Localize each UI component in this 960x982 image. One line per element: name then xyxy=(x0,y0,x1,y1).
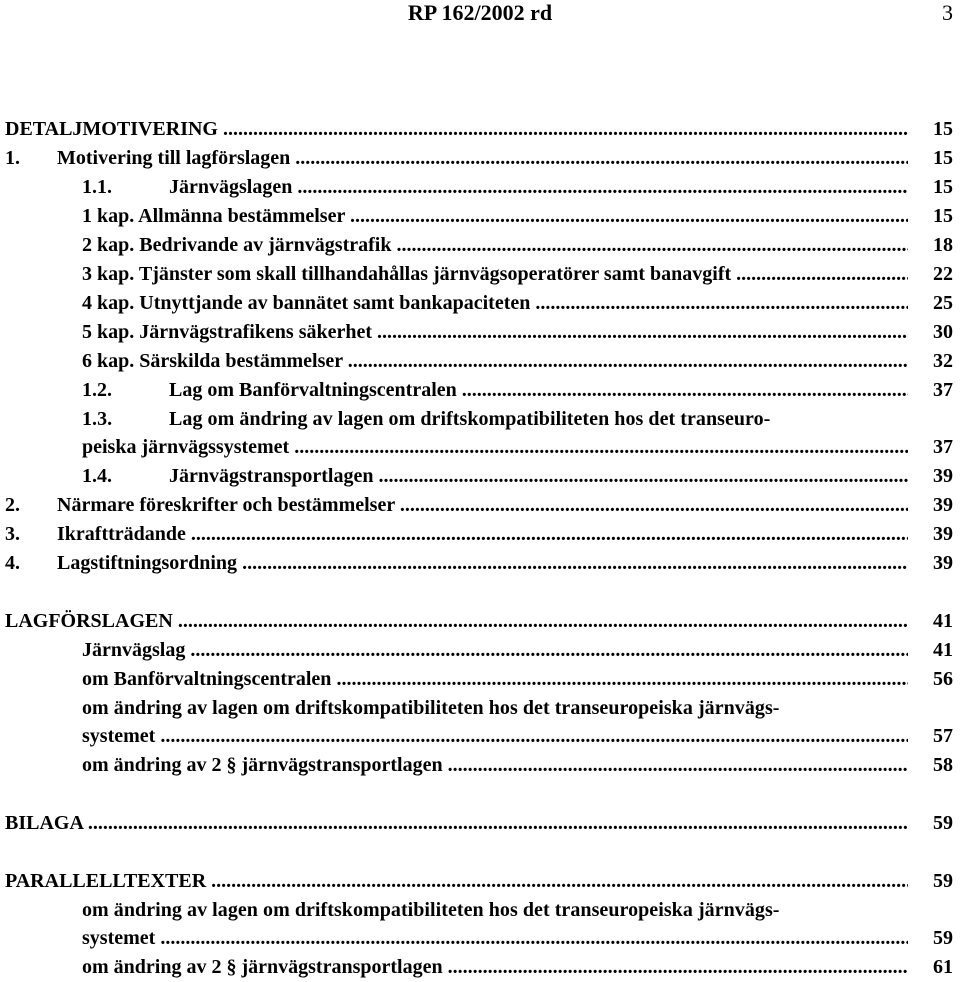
toc-entry-label xyxy=(5,491,908,520)
toc-entry-page: 37 xyxy=(933,436,953,458)
toc-entry-text: om ändring av 2 § järnvägstransportlagen xyxy=(82,956,443,978)
toc-entry-label xyxy=(82,260,908,289)
toc-entry-text: 1 kap. Allmänna bestämmelser xyxy=(82,205,345,227)
toc-entry[interactable] xyxy=(0,347,960,376)
toc-entry-text: 6 kap. Särskilda bestämmelser xyxy=(82,350,343,372)
toc-entry-page: 41 xyxy=(933,610,953,632)
toc-entry-text: Ikraftträdande xyxy=(57,523,186,545)
toc-entry-label xyxy=(5,115,908,144)
toc-entry-text: systemet xyxy=(82,927,156,949)
toc-entry-text: Järnvägstransportlagen xyxy=(169,465,374,487)
toc-entry-text: PARALLELLTEXTER xyxy=(5,870,207,892)
toc-entry-text: om ändring av lagen om driftskompatibiliteten hos det transeuropeiska järnvägs- xyxy=(82,899,780,921)
toc-entry-page: 30 xyxy=(933,321,953,343)
toc-entry-page: 32 xyxy=(933,350,953,372)
toc-entry[interactable] xyxy=(0,491,960,520)
toc-entry-page: 39 xyxy=(933,523,953,545)
toc-entry[interactable] xyxy=(0,520,960,549)
toc-entry[interactable] xyxy=(0,144,960,173)
toc-entry-label xyxy=(82,751,908,780)
toc-entry-page: 61 xyxy=(933,956,953,978)
toc-entry-number: 4. xyxy=(5,552,20,574)
toc-entry[interactable] xyxy=(0,202,960,231)
toc-entry-label xyxy=(82,202,908,231)
toc-entry-text: systemet xyxy=(82,725,156,747)
toc-entry-page: 15 xyxy=(933,176,953,198)
toc-entry-text: BILAGA xyxy=(5,812,83,834)
toc-entry-text: peiska järnvägssystemet xyxy=(82,436,290,458)
toc-entry-page: 15 xyxy=(933,147,953,169)
toc-entry-label xyxy=(5,867,908,896)
toc-entry-label xyxy=(82,694,908,723)
toc-entry-text: LAGFÖRSLAGEN xyxy=(5,610,173,632)
toc-entry-page: 15 xyxy=(933,118,953,140)
toc-entry-page: 57 xyxy=(933,725,953,747)
toc-entry-text: 2 kap. Bedrivande av järnvägstrafik xyxy=(82,234,392,256)
toc-entry-number: 1.4. xyxy=(82,465,112,487)
toc-entry[interactable] xyxy=(0,289,960,318)
toc-entry[interactable] xyxy=(0,722,960,751)
toc-entry-number: 1.1. xyxy=(82,176,112,198)
toc-entry-number: 1.2. xyxy=(82,379,112,401)
toc-entry[interactable] xyxy=(0,809,960,838)
toc-entry-text: 3 kap. Tjänster som skall tillhandahållas järnvägsoperatörer samt banavgift xyxy=(82,263,732,285)
toc-entry[interactable] xyxy=(0,462,960,491)
toc-entry-text: Järnvägslag xyxy=(82,639,186,661)
toc-entry-text: Lagstiftningsordning xyxy=(57,552,238,574)
toc-entry-label xyxy=(5,607,908,636)
toc-entry-label xyxy=(82,462,908,491)
toc-entry-label xyxy=(5,520,908,549)
toc-entry[interactable] xyxy=(0,607,960,636)
toc-entry-page: 41 xyxy=(933,639,953,661)
toc-entry-text: Lag om ändring av lagen om driftskompatibiliteten hos det transeuro- xyxy=(169,408,771,430)
toc-entry-number: 1.3. xyxy=(82,408,113,430)
toc-entry-page: 59 xyxy=(933,927,953,949)
toc-entry[interactable] xyxy=(0,318,960,347)
toc-entry[interactable] xyxy=(0,953,960,982)
table-of-contents xyxy=(0,86,960,982)
toc-entry-label xyxy=(82,433,908,462)
toc-entry-label xyxy=(82,173,908,202)
toc-entry-label xyxy=(82,289,908,318)
toc-entry-label xyxy=(5,809,908,838)
toc-entry-number: 3. xyxy=(5,523,20,545)
toc-entry-text: DETALJMOTIVERING xyxy=(5,118,218,140)
toc-entry[interactable] xyxy=(0,231,960,260)
toc-entry-label xyxy=(82,896,908,925)
toc-entry[interactable] xyxy=(0,115,960,144)
toc-entry[interactable] xyxy=(0,173,960,202)
document-title: RP 162/2002 rd xyxy=(407,0,553,25)
toc-entry-text: Lag om Banförvaltningscentralen xyxy=(169,379,457,401)
toc-entry-label xyxy=(82,405,908,434)
toc-entry[interactable] xyxy=(0,405,960,433)
toc-entry[interactable] xyxy=(0,549,960,578)
toc-entry[interactable] xyxy=(0,867,960,896)
toc-entry-text: Närmare föreskrifter och bestämmelser xyxy=(57,494,395,516)
toc-entry-number: 2. xyxy=(5,494,20,516)
toc-entry-page: 15 xyxy=(933,205,953,227)
toc-entry-number: 1. xyxy=(5,147,20,169)
toc-entry-page: 39 xyxy=(933,552,953,574)
toc-entry-page: 39 xyxy=(933,494,953,516)
toc-entry-label xyxy=(82,924,908,953)
toc-entry-page: 59 xyxy=(933,870,953,892)
toc-entry[interactable] xyxy=(0,665,960,694)
toc-entry-text: 4 kap. Utnyttjande av bannätet samt bankapaciteten xyxy=(82,292,531,314)
toc-entry-page: 39 xyxy=(933,465,953,487)
toc-entry[interactable] xyxy=(0,433,960,462)
toc-entry[interactable] xyxy=(0,924,960,953)
toc-entry-label xyxy=(82,953,908,982)
toc-entry-label xyxy=(5,549,908,578)
toc-entry-label xyxy=(82,347,908,376)
toc-entry[interactable] xyxy=(0,694,960,722)
toc-entry-page: 22 xyxy=(933,263,953,285)
toc-entry-text: Järnvägslagen xyxy=(169,176,293,198)
toc-entry-text: om Banförvaltningscentralen xyxy=(82,668,332,690)
toc-entry-label xyxy=(5,144,908,173)
toc-entry-label xyxy=(82,636,908,665)
toc-entry-label xyxy=(82,376,908,405)
toc-entry[interactable] xyxy=(0,751,960,780)
toc-entry-text: 5 kap. Järnvägstrafikens säkerhet xyxy=(82,321,373,343)
toc-entry-page: 25 xyxy=(933,292,953,314)
toc-entry-page: 58 xyxy=(933,754,953,776)
toc-entry[interactable] xyxy=(0,636,960,665)
toc-entry[interactable] xyxy=(0,376,960,405)
toc-entry-label xyxy=(82,665,908,694)
toc-entry-label xyxy=(82,318,908,347)
toc-entry[interactable] xyxy=(0,260,960,289)
toc-entry-page: 56 xyxy=(933,668,953,690)
toc-entry-page: 37 xyxy=(933,379,953,401)
toc-entry-page: 18 xyxy=(933,234,953,256)
toc-entry-text: Motivering till lagförslagen xyxy=(57,147,291,169)
toc-entry-text: om ändring av lagen om driftskompatibiliteten hos det transeuropeiska järnvägs- xyxy=(82,697,780,719)
toc-entry-text: om ändring av 2 § järnvägstransportlagen xyxy=(82,754,443,776)
page-header xyxy=(0,0,960,28)
toc-entry-label xyxy=(82,231,908,260)
toc-entry-label xyxy=(82,722,908,751)
toc-entry[interactable] xyxy=(0,896,960,924)
toc-entry-page: 59 xyxy=(933,812,953,834)
page-number: 3 xyxy=(942,0,953,25)
